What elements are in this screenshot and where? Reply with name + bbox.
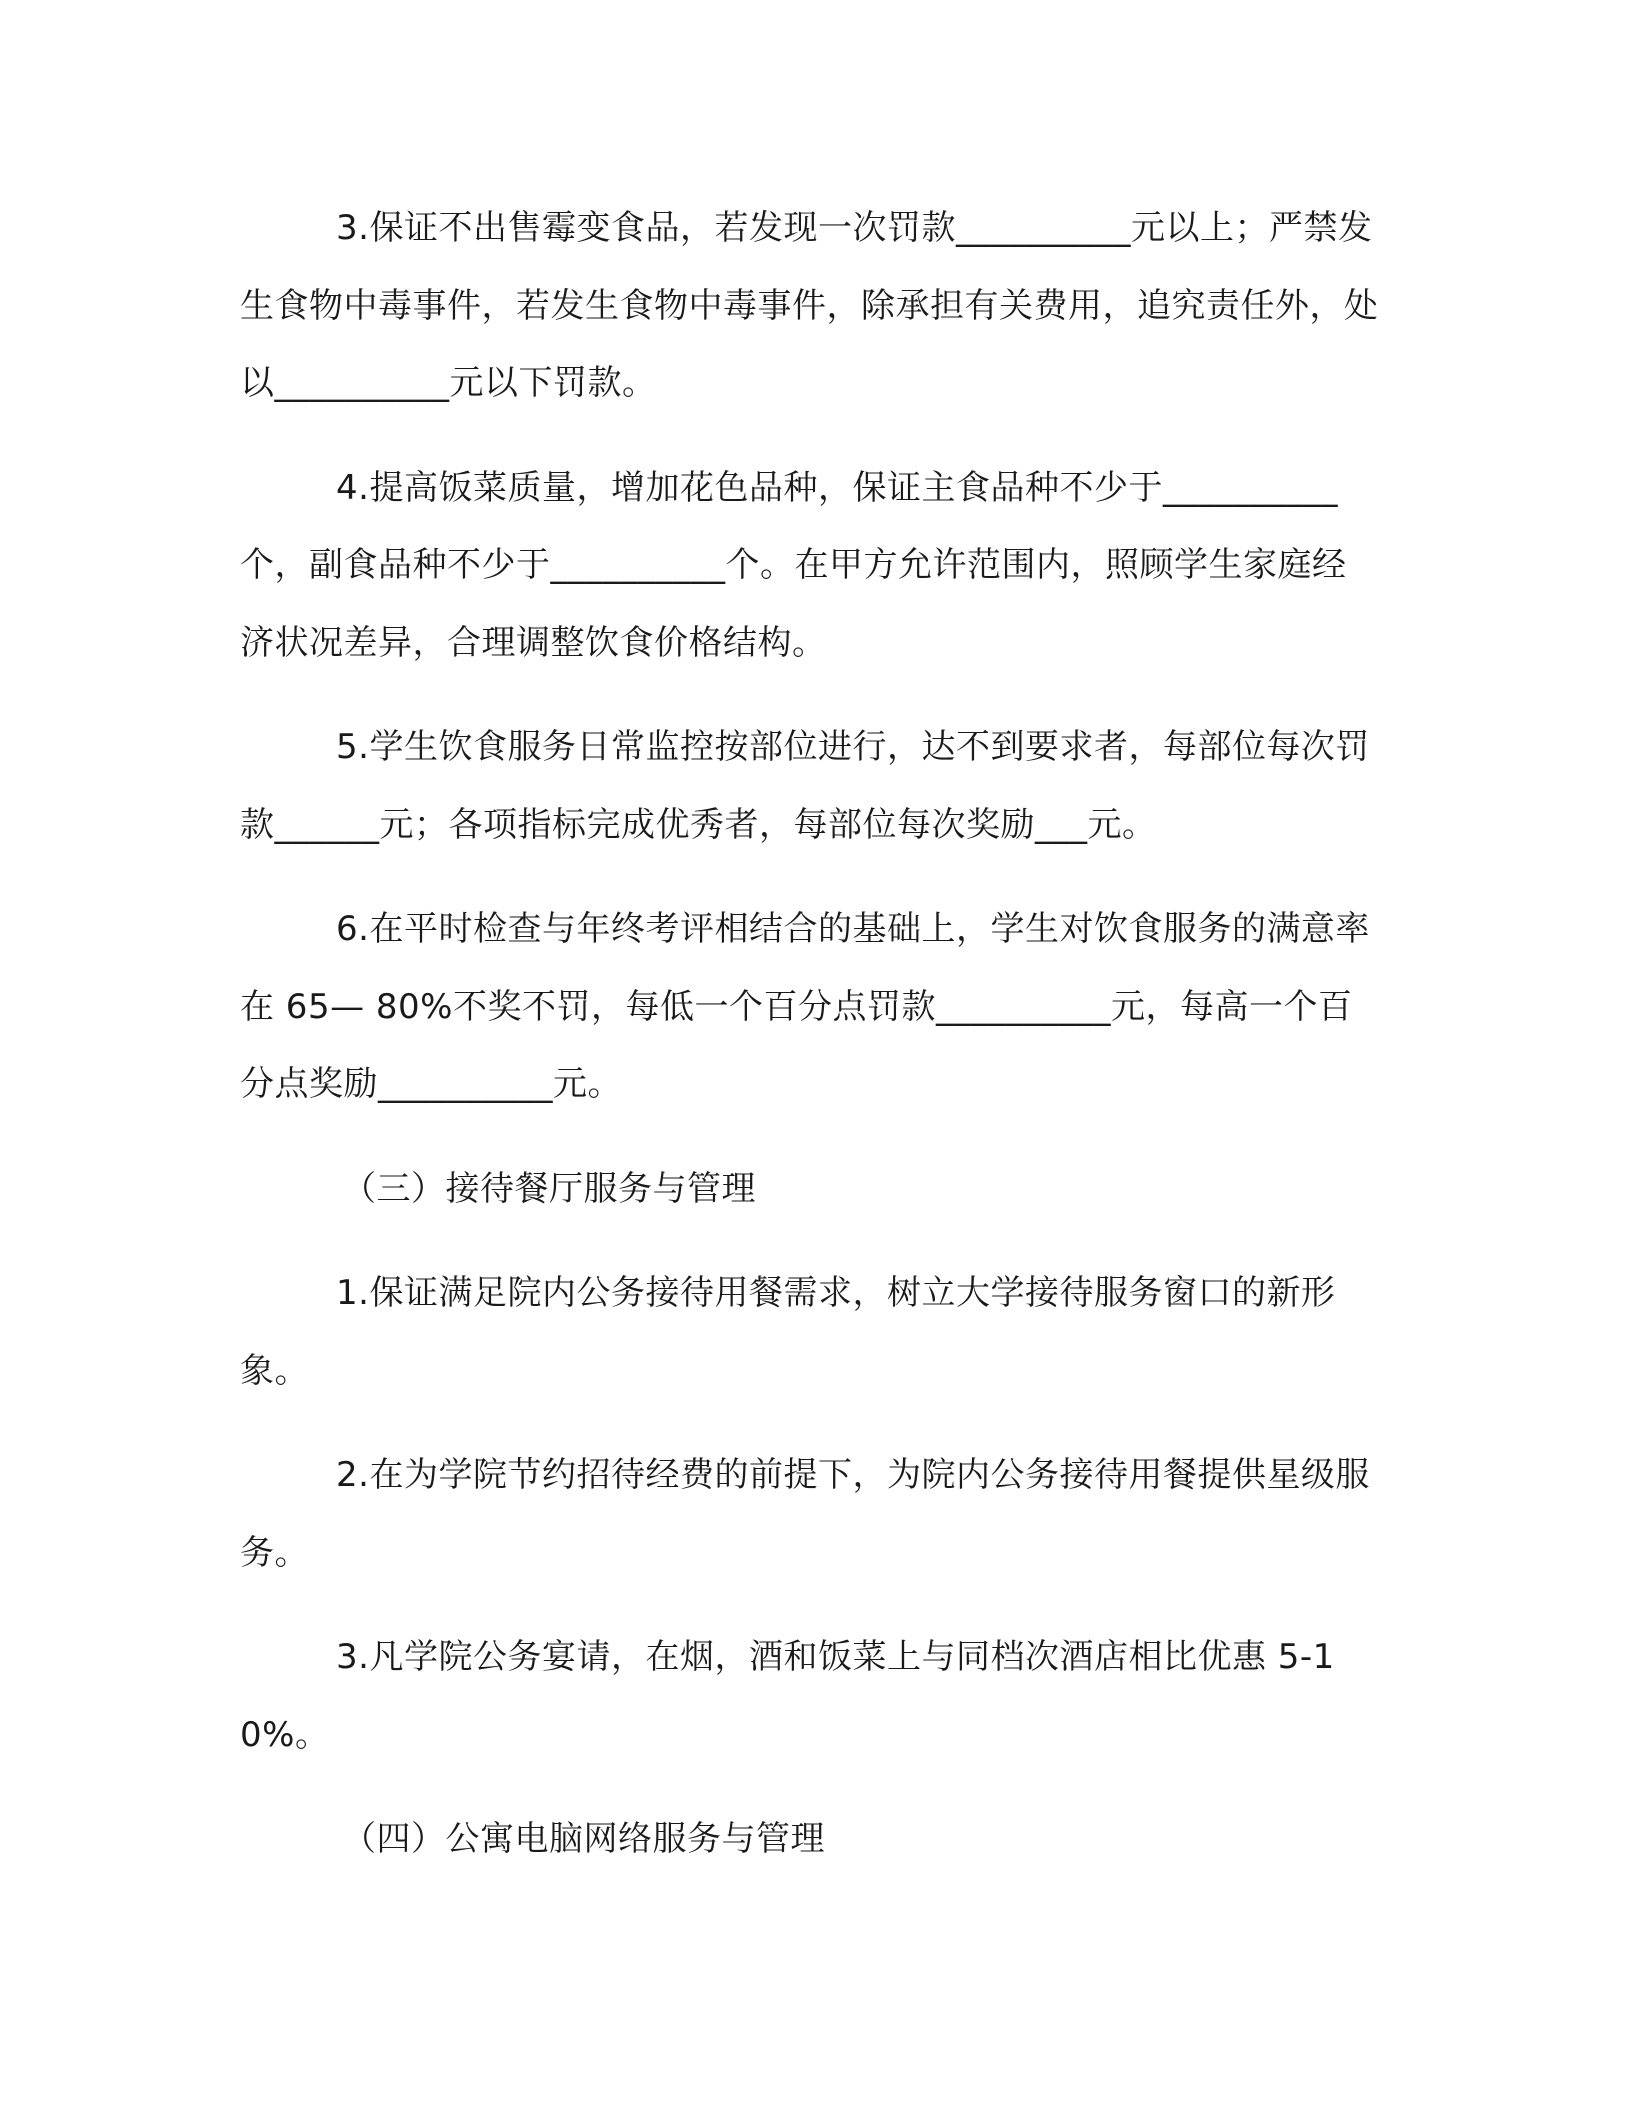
- document-page: [240, 190, 1380, 1879]
- paragraph-mold-food-penalty: 3.保证不出售霉变食品，若发现一次罚款__________元以上；严禁发生食物中毒事件，若发生食物中毒事件，除承担有关费用，追究责任外，处以__________元以下罚款。: [240, 208, 1379, 403]
- section-heading-network: （四）公寓电脑网络服务与管理: [342, 1819, 825, 1859]
- paragraph-food-quality: 4.提高饭菜质量，增加花色品种，保证主食品种不少于__________个，副食品种不少于__________个。在甲方允许范围内，照顾学生家庭经济状况差异，合理调整饮食价格结构。: [240, 467, 1347, 663]
- section-heading-reception: （三）接待餐厅服务与管理: [342, 1168, 756, 1209]
- paragraph-satisfaction-rate: 6.在平时检查与年终考评相结合的基础上，学生对饮食服务的满意率在 65— 80%不奖不罚，每低一个百分点罚款__________元，每高一个百分点奖励__________元。: [240, 909, 1370, 1104]
- paragraph-reception-needs: 1.保证满足院内公务接待用餐需求，树立大学接待服务窗口的新形象。: [240, 1273, 1336, 1391]
- paragraph-banquet-discount: 3.凡学院公务宴请，在烟，酒和饭菜上与同档次酒店相比优惠 5-10%。: [240, 1637, 1335, 1755]
- paragraph-daily-monitoring: 5.学生饮食服务日常监控按部位进行，达不到要求者，每部位每次罚款______元；各项指标完成优秀者，每部位每次奖励___元。: [240, 727, 1370, 845]
- paragraph-star-service: 2.在为学院节约招待经费的前提下，为院内公务接待用餐提供星级服务。: [240, 1455, 1370, 1573]
